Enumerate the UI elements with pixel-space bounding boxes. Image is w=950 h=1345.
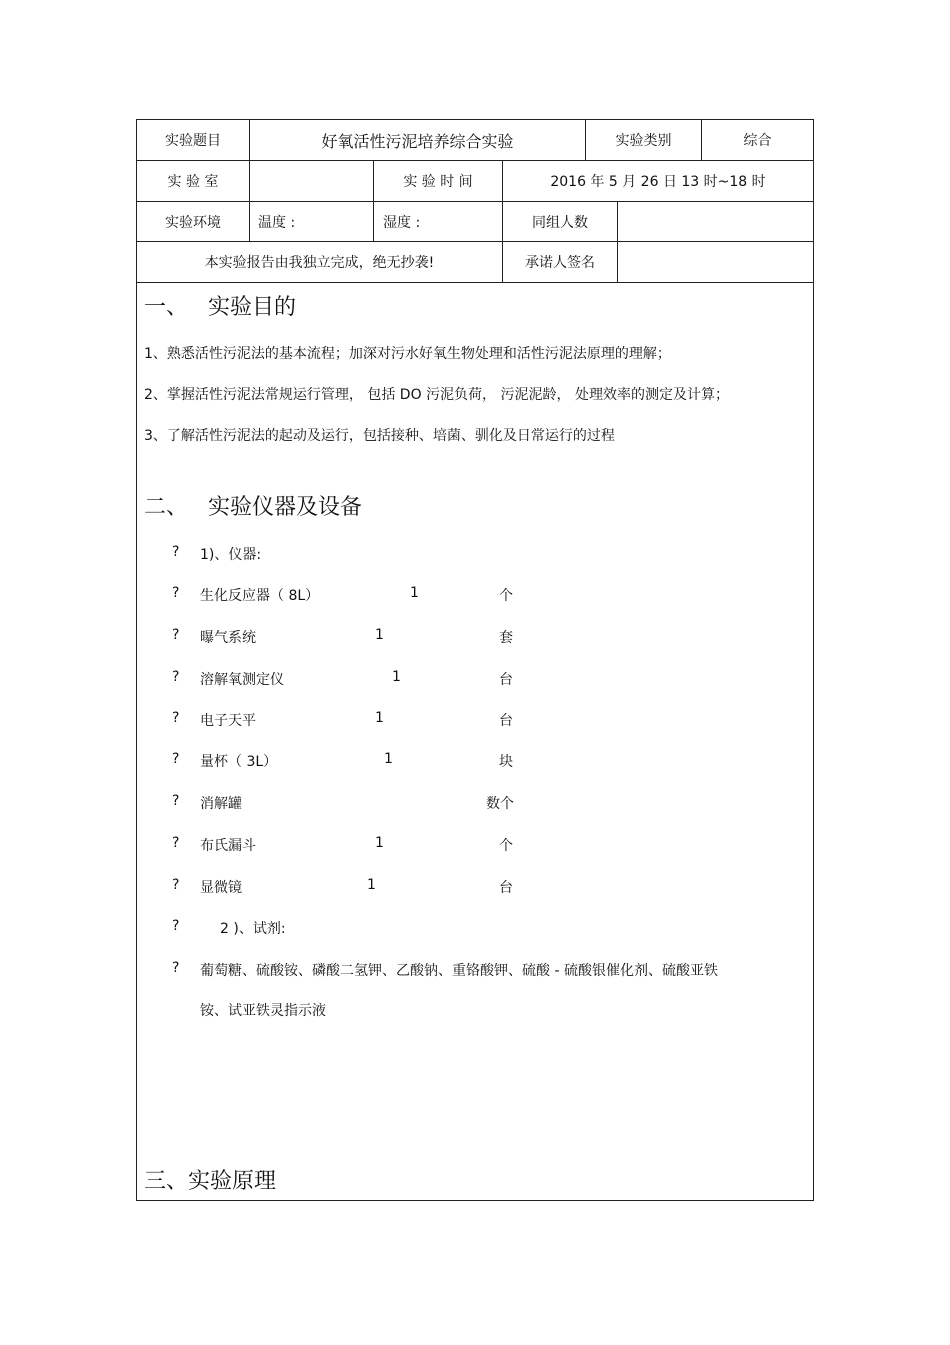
lab-value[interactable] <box>250 161 373 201</box>
instrument-unit: 台 <box>499 880 513 896</box>
pledge-text: 本实验报告由我独立完成，绝无抄袭! <box>204 255 435 271</box>
objective-item: 2、掌握活性污泥法常规运行管理， 包括 DO 污泥负荷， 污泥泥龄， 处理效率的测定及计算； <box>144 387 729 403</box>
instrument-name: 溶解氧测定仪 <box>200 672 284 688</box>
reagents-line: 铵、试亚铁灵指示液 <box>200 1003 326 1019</box>
instrument-name: 显微镜 <box>200 880 242 896</box>
bullet: ? <box>172 751 180 767</box>
instrument-name: 量杯（ 3L） <box>200 754 278 770</box>
signature-label: 承诺人签名 <box>525 255 595 271</box>
bullet: ? <box>172 669 180 685</box>
group-value[interactable] <box>618 202 813 241</box>
bullet: ? <box>172 710 180 726</box>
instrument-name: 消解罐 <box>200 796 242 812</box>
bullet: ? <box>172 793 180 809</box>
col-divider <box>249 201 250 241</box>
instrument-qty: 1 <box>392 669 401 685</box>
instrument-qty: 1 <box>384 751 393 767</box>
bullet: ? <box>172 918 180 934</box>
instrument-qty: 1 <box>375 835 384 851</box>
instrument-name: 生化反应器（ 8L） <box>200 588 320 604</box>
bullet: ? <box>172 960 180 976</box>
objective-item: 3、了解活性污泥法的起动及运行，包括接种、培菌、驯化及日常运行的过程 <box>144 428 615 444</box>
section2-number: 二、 <box>144 495 189 520</box>
bullet: ? <box>172 835 180 851</box>
section2-title: 实验仪器及设备 <box>208 495 363 520</box>
reagents-line: 葡萄糖、硫酸铵、磷酸二氢钾、乙酸钠、重铬酸钾、硫酸 - 硫酸银催化剂、硫酸亚铁 <box>200 963 718 979</box>
group-label: 同组人数 <box>532 214 588 231</box>
instrument-unit: 数个 <box>486 796 514 812</box>
signature-value[interactable] <box>618 242 813 282</box>
instrument-qty: 1 <box>375 710 384 726</box>
bullet: ? <box>172 877 180 893</box>
instrument-unit: 块 <box>499 754 513 770</box>
lab-label: 实 验 室 <box>167 174 219 190</box>
instrument-unit: 个 <box>499 588 513 604</box>
instrument-qty: 1 <box>375 627 384 643</box>
section1-title: 实验目的 <box>208 295 297 320</box>
section1-number: 一、 <box>144 295 189 320</box>
row-divider <box>137 282 813 283</box>
reagents-heading: 2 )、试剂: <box>220 921 286 937</box>
instrument-name: 曝气系统 <box>200 630 256 646</box>
experiment-title: 好氧活性污泥培养综合实验 <box>321 131 514 151</box>
instrument-unit: 台 <box>499 713 513 729</box>
time-label: 实 验 时 间 <box>403 174 473 190</box>
instruments-heading: 1)、仪器: <box>200 547 262 563</box>
section3-title: 三、实验原理 <box>144 1169 277 1194</box>
type-label: 实验类别 <box>615 133 672 149</box>
title-label: 实验题目 <box>165 133 221 149</box>
instrument-unit: 台 <box>499 672 513 688</box>
objective-item: 1、熟悉活性污泥法的基本流程；加深对污水好氧生物处理和活性污泥法原理的理解； <box>144 346 671 362</box>
bullet: ? <box>172 544 180 560</box>
col-divider <box>373 201 374 241</box>
env-label: 实验环境 <box>165 214 221 231</box>
temperature-field[interactable]: 温度 : <box>258 214 296 231</box>
instrument-name: 布氏漏斗 <box>200 838 256 854</box>
instrument-qty: 1 <box>410 585 419 601</box>
instrument-unit: 个 <box>499 838 513 854</box>
report-frame <box>136 119 814 1201</box>
instrument-qty: 1 <box>367 877 376 893</box>
instrument-name: 电子天平 <box>200 713 256 729</box>
instrument-unit: 套 <box>499 630 513 646</box>
humidity-field[interactable]: 湿度 : <box>383 214 421 231</box>
type-value: 综合 <box>743 133 772 149</box>
bullet: ? <box>172 627 180 643</box>
time-value: 2016 年 5 月 26 日 13 时~18 时 <box>550 174 766 190</box>
bullet: ? <box>172 585 180 601</box>
